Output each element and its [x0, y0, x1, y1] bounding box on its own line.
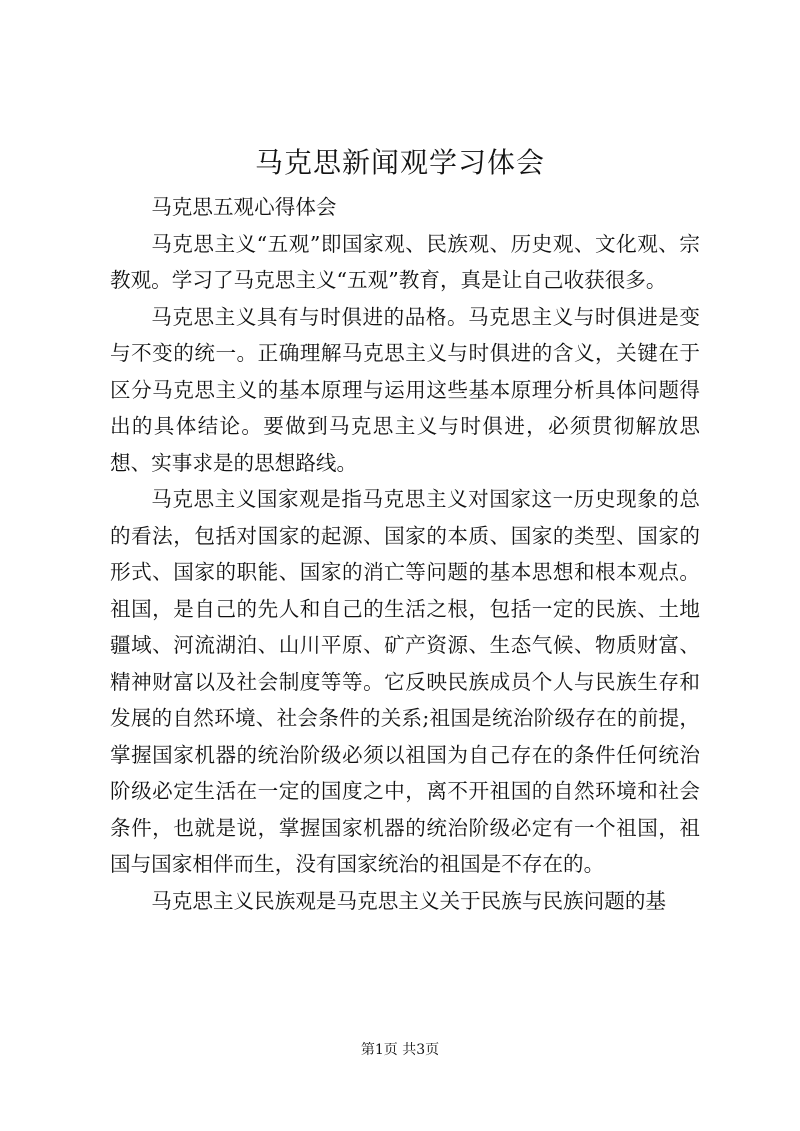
paragraph-advancing: 马克思主义具有与时俱进的品格。马克思主义与时俱进是变与不变的统一。正确理解马克思主义与时俱进的含义，关键在于区分马克思主义的基本原理与运用这些基本原理分析具体问题得出的具体结论。要做到马克思主义与时俱进，必须贯彻解放思想、实事求是的思想路线。 [110, 304, 700, 475]
document-title: 马克思新闻观学习体会 [254, 146, 545, 179]
page-footer: 第1页 共3页 [360, 1042, 440, 1058]
paragraph-ethnic-view: 马克思主义民族观是马克思主义关于民族与民族问题的基 [151, 888, 667, 913]
paragraph-intro: 马克思主义“五观”即国家观、民族观、历史观、文化观、宗教观。学习了马克思主义“五观”教育，真是让自己收获很多。 [110, 231, 700, 292]
paragraph-state-view: 马克思主义国家观是指马克思主义对国家这一历史现象的总的看法，包括对国家的起源、国家的本质、国家的类型、国家的形式、国家的职能、国家的消亡等问题的基本思想和根本观点。祖国，是自己的先人和自己的生活之根，包括一定的民族、土地疆域、河流湖泊、山川平原、矿产资源、生态气候、物质财富、精神财富以及社会制度等等。它反映民族成员个人与民族生存和发展的自然环境、社会条件的关系;祖国是统治阶级存在的前提，掌握国家机器的统治阶级必须以祖国为自己存在的条件任何统治阶级必定生活在一定的国度之中，离不开祖国的自然环境和社会条件，也就是说，掌握国家机器的统治阶级必定有一个祖国，祖国与国家相伴而生，没有国家统治的祖国是不存在的。 [110, 487, 700, 876]
paragraph-subtitle: 马克思五观心得体会 [151, 195, 337, 219]
document-body [110, 189, 700, 919]
